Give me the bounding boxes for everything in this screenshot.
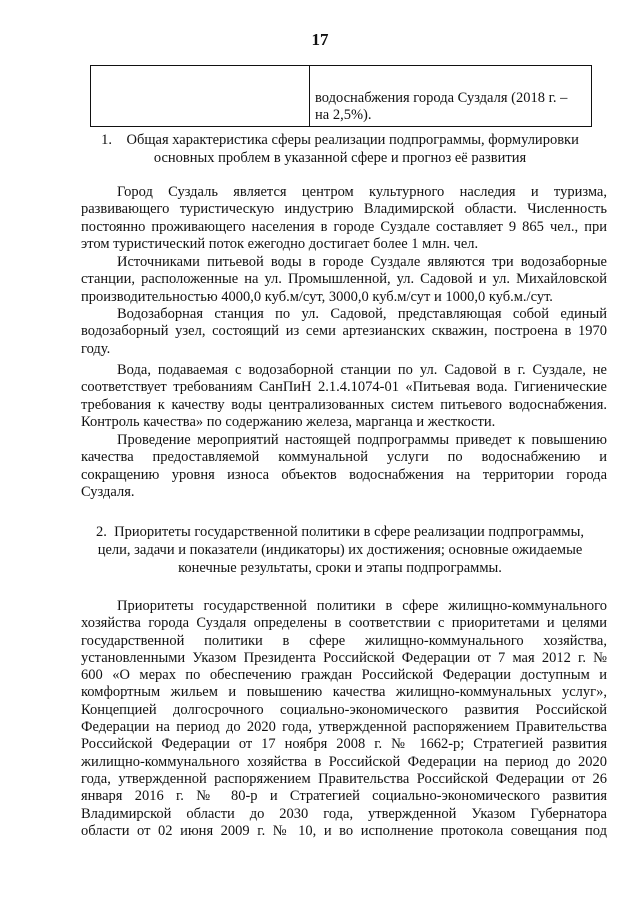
page-number: 17 — [311, 30, 329, 49]
section-1-heading — [90, 131, 590, 167]
text-line: комфортным жильем и повышению качества жилищно-коммунальных услуг», — [81, 684, 607, 701]
text-line: Федерации на период до 2020 года, утвержденной распоряжением Правительства — [81, 719, 607, 736]
paragraph-6 — [81, 598, 607, 840]
text-line: установленными Указом Президента Российской Федерации от 7 мая 2012 г. № — [81, 649, 607, 666]
table-right-cell — [315, 90, 585, 124]
table-cell-line: на 2,5%). — [315, 107, 372, 123]
text-line: Водозаборная станция по ул. Садовой, представляющая собой единый — [117, 306, 607, 322]
text-line: соответствует требованиям СанПиН 2.1.4.1074-01 «Питьевая вода. Гигиенические — [81, 379, 607, 396]
text-line: Источниками питьевой воды в городе Суздале являются три водозаборные — [117, 254, 607, 270]
section-2-heading — [84, 523, 596, 577]
text-line: Суздаля. — [81, 483, 135, 500]
text-line: требования к качеству воды централизованных систем питьевого водоснабжения. — [81, 396, 607, 413]
table-column-divider — [309, 66, 310, 126]
text-line: Проведение мероприятий настоящей подпрограммы приведет к повышению — [117, 432, 607, 448]
text-line: Контроль качества» по содержанию железа, марганца и жесткости. — [81, 413, 496, 430]
text-line: развивающего туристическую индустрию Владимирской области. Численность — [81, 201, 607, 218]
text-line: хозяйства города Суздаля определены в соответствии с приоритетами и целями — [81, 615, 607, 632]
text-line: области от 02 июня 2009 г. № 10, и во исполнение протокола совещания под — [81, 822, 607, 839]
section-1-title-line: основных проблем в указанной сфере и прогноз её развития — [153, 150, 527, 166]
text-line: 600 «О мерах по обеспечению граждан Российской Федерации доступным и — [81, 667, 607, 684]
text-line: станции, расположенные на ул. Промышленной, ул. Садовой и ул. Михайловской — [81, 271, 607, 288]
text-line: года, утвержденной распоряжением Правительства Российской Федерации от 26 — [81, 770, 607, 787]
paragraph-1 — [81, 184, 607, 253]
text-line: производительностью 4000,0 куб.м/сут, 3000,0 куб.м/сут и 1000,0 куб.м./сут. — [81, 288, 553, 305]
section-2-title-text: Приоритеты государственной политики в сфере реализации подпрограммы, — [114, 524, 584, 540]
section-1-title-text: Общая характеристика сферы реализации подпрограммы, формулировки — [126, 132, 579, 148]
text-line: Российской Федерации от 17 ноября 2008 г. № 1662-р; Стратегией развития — [81, 736, 607, 753]
text-line: постоянно проживающего населения в городе Суздале составляет 9 865 чел., при — [81, 218, 607, 235]
text-line: водозаборный узел, состоящий из семи артезианских скважин, построена в 1970 — [81, 323, 607, 340]
paragraph-5 — [81, 432, 607, 501]
text-line: году. — [81, 340, 111, 357]
section-2-title-line — [84, 523, 596, 541]
section-2-title-line: цели, задачи и показатели (индикаторы) их достижения; основные ожидаемые — [97, 542, 583, 558]
text-line: качества предоставляемой коммунальной услуги по водоснабжению и — [81, 449, 607, 466]
section-1-number: 1. — [101, 132, 112, 148]
text-line: Приоритеты государственной политики в сфере жилищно-коммунального — [117, 598, 607, 614]
paragraph-3 — [81, 306, 607, 358]
table-cell-line: водоснабжения города Суздаля (2018 г. – — [315, 90, 568, 106]
text-line: Город Суздаль является центром культурного наследия и туризма, — [117, 184, 607, 200]
text-line: сокращению уровня износа объектов водоснабжения на территории города — [81, 466, 607, 483]
text-line: этом туристический поток ежегодно достигает более 1 млн. чел. — [81, 235, 479, 252]
text-line: Владимирской области до 2030 года, утвержденной Указом Губернатора — [81, 805, 607, 822]
text-line: жилищно-коммунального хозяйства в Российской Федерации на период до 2020 — [81, 753, 607, 770]
continuation-table — [90, 65, 592, 127]
section-2-title-line: конечные результаты, сроки и этапы подпрограммы. — [178, 560, 502, 576]
text-line: государственной политики в сфере жилищно-коммунального хозяйства, — [81, 632, 607, 649]
section-1-title-line — [90, 131, 590, 149]
text-line: Вода, подаваемая с водозаборной станции по ул. Садовой в г. Суздале, не — [117, 362, 607, 378]
text-line: января 2016 г. № 80-р и Стратегией социально-экономического развития — [81, 788, 607, 805]
paragraph-4 — [81, 362, 607, 431]
section-2-number: 2. — [96, 524, 107, 540]
paragraph-2 — [81, 254, 607, 306]
text-line: Концепцией долгосрочного социально-экономического развития Российской — [81, 701, 607, 718]
